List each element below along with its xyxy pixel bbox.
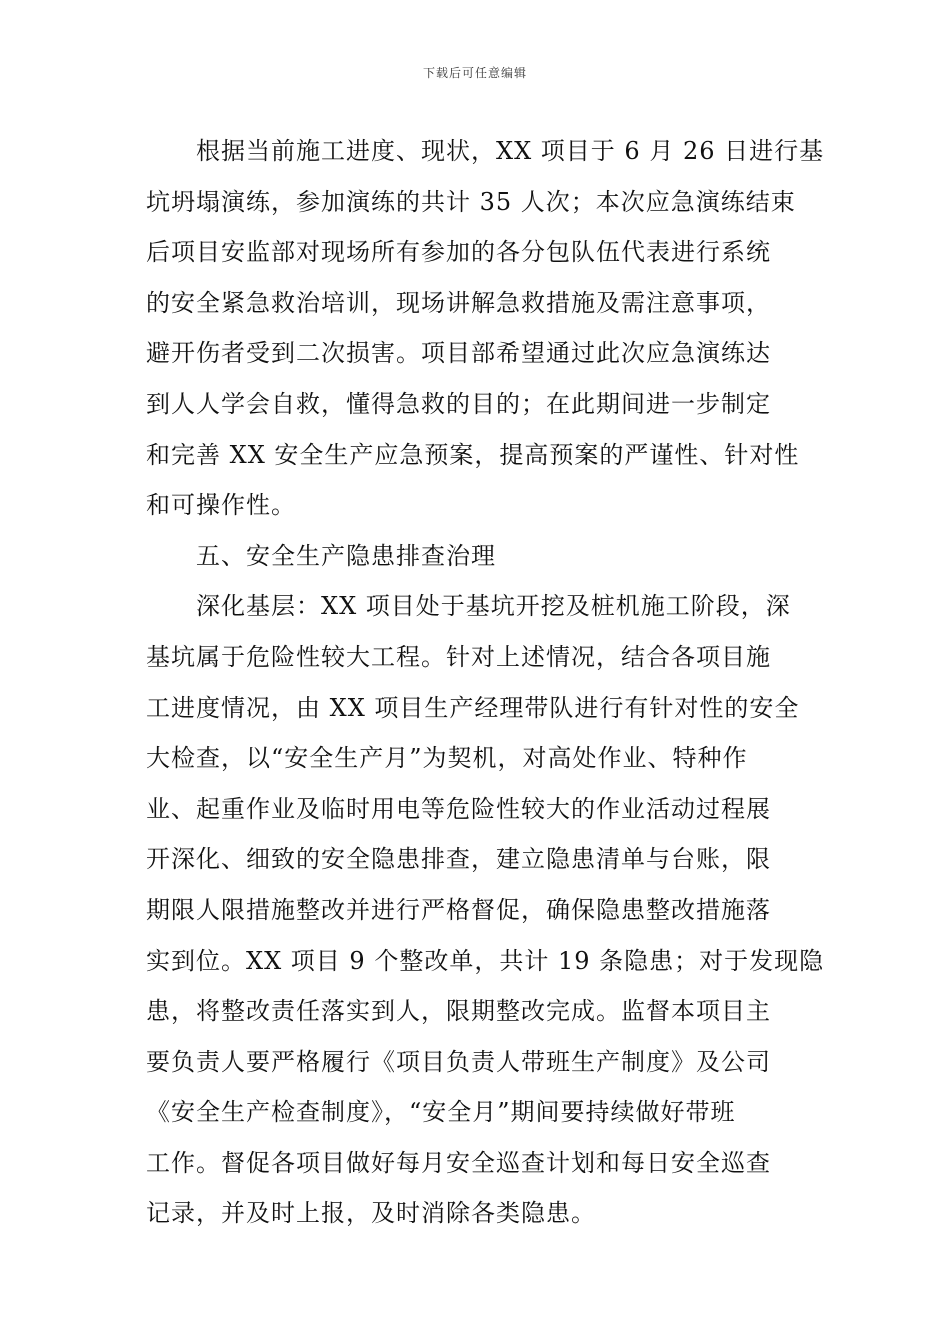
heading-text: 五、安全生产隐患排查治理: [196, 541, 496, 570]
text-line: 业、起重作业及临时用电等危险性较大的作业活动过程展: [146, 794, 771, 823]
text-line: 工作。督促各项目做好每月安全巡查计划和每日安全巡查: [146, 1148, 771, 1177]
text-line: 到人人学会自救，懂得急救的目的；在此期间进一步制定: [146, 389, 771, 418]
text-line: 坑坍塌演练，参加演练的共计 35 人次；本次应急演练结束: [146, 187, 796, 216]
text-line: 和可操作性。: [146, 491, 296, 520]
text-line: 深化基层：XX 项目处于基坑开挖及桩机施工阶段，深: [196, 592, 791, 621]
text-line: 开深化、细致的安全隐患排查，建立隐患清单与台账，限: [146, 845, 771, 874]
section-heading: [146, 531, 808, 582]
text-line: 工进度情况，由 XX 项目生产经理带队进行有针对性的安全: [146, 693, 800, 722]
text-line: 期限人限措施整改并进行严格督促，确保隐患整改措施落: [146, 895, 771, 924]
paragraph-hazard-inspection: [146, 581, 825, 1239]
text-line: 患，将整改责任落实到人，限期整改完成。监督本项目主: [146, 997, 771, 1026]
document-body: [146, 126, 825, 1239]
text-line: 的安全紧急救治培训，现场讲解急救措施及需注意事项，: [146, 288, 771, 317]
text-line: 实到位。XX 项目 9 个整改单，共计 19 条隐患；对于发现隐: [146, 946, 825, 975]
text-line: 和完善 XX 安全生产应急预案，提高预案的严谨性、针对性: [146, 440, 800, 469]
text-line: 根据当前施工进度、现状，XX 项目于 6 月 26 日进行基: [196, 137, 825, 165]
text-line: 避开伤者受到二次损害。项目部希望通过此次应急演练达: [146, 339, 771, 368]
text-line: 要负责人要严格履行《项目负责人带班生产制度》及公司: [146, 1047, 771, 1076]
text-line: 后项目安监部对现场所有参加的各分包队伍代表进行系统: [146, 238, 771, 267]
text-line: 大检查，以“安全生产月”为契机，对高处作业、特种作: [146, 744, 748, 773]
text-line: 基坑属于危险性较大工程。针对上述情况，结合各项目施: [146, 642, 771, 671]
text-line: 记录，并及时上报，及时消除各类隐患。: [146, 1199, 596, 1228]
page-header: 下载后可任意编辑: [422, 66, 527, 80]
paragraph-drill: [146, 126, 825, 531]
text-line: 《安全生产检查制度》，“安全月”期间要持续做好带班: [146, 1098, 736, 1127]
